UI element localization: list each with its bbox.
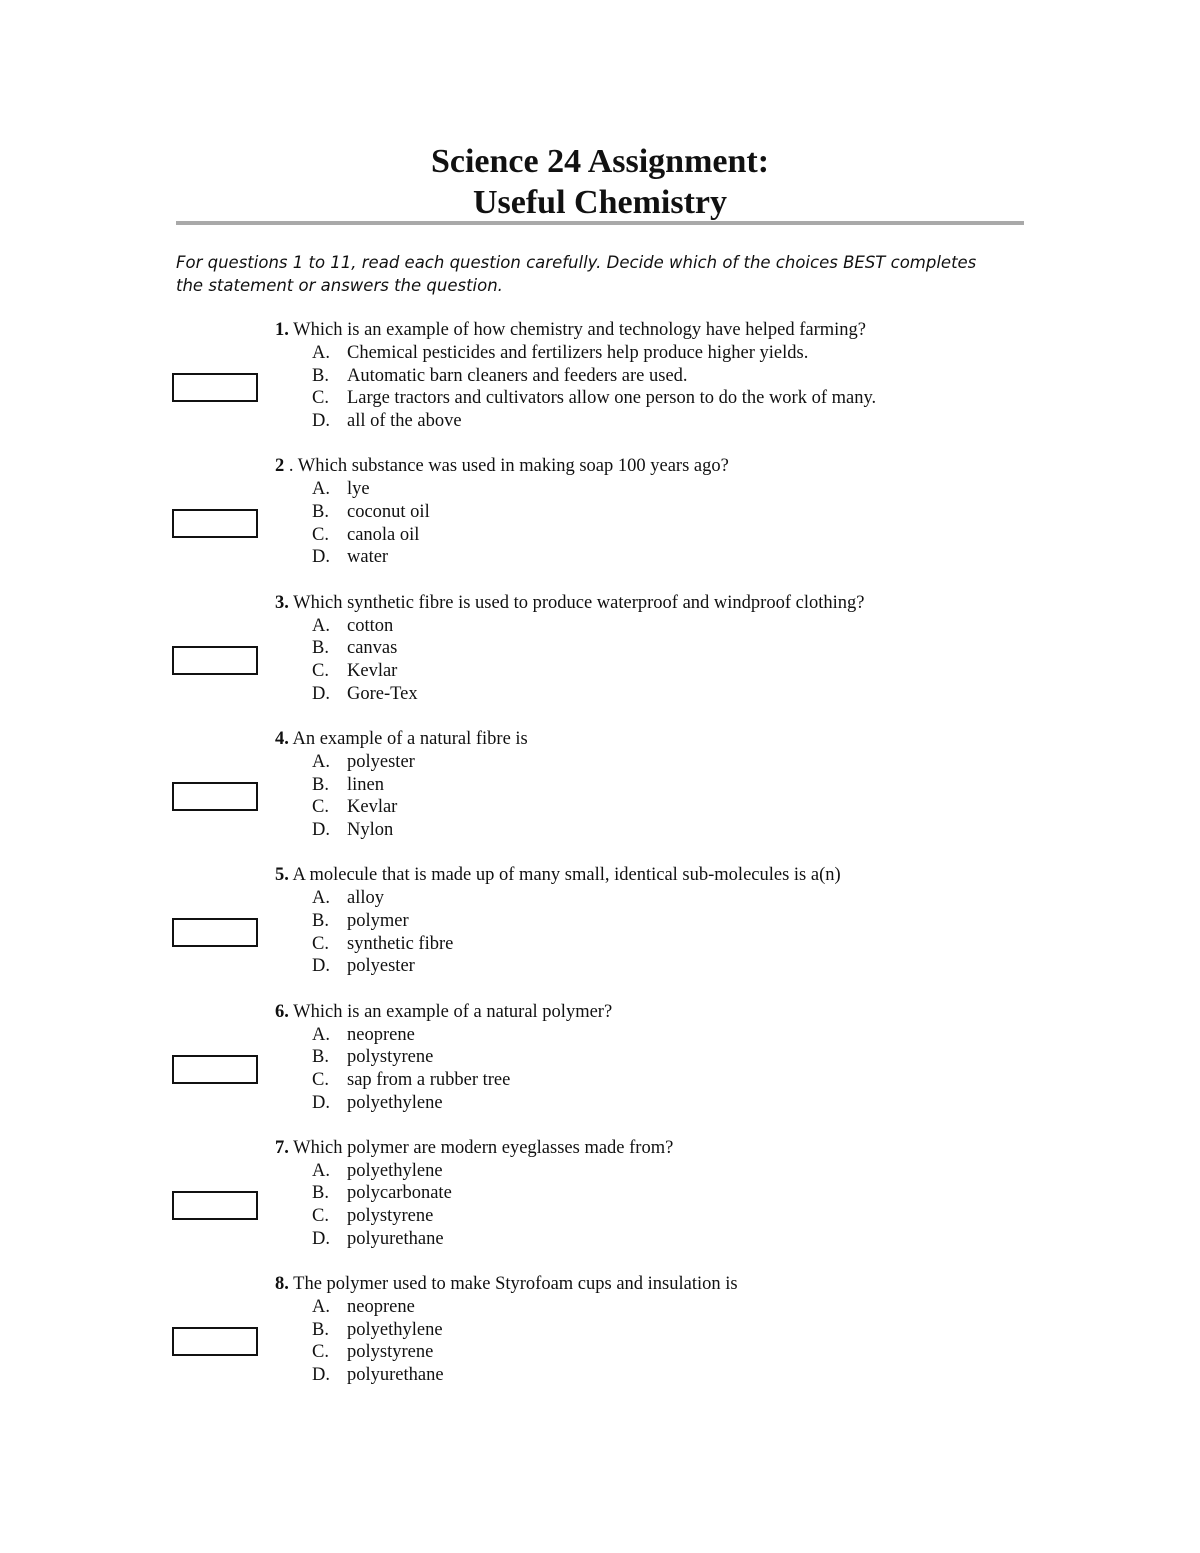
choice-item xyxy=(275,910,1035,933)
choice-item xyxy=(275,478,1035,501)
choice-text: polystyrene xyxy=(347,1206,434,1227)
answer-box[interactable] xyxy=(172,918,258,947)
choice-item xyxy=(275,1364,1035,1387)
choice-letter: B. xyxy=(312,774,329,795)
choice-text: Kevlar xyxy=(347,660,398,681)
choice-letter: D. xyxy=(312,1228,330,1249)
choice-item xyxy=(275,1024,1035,1047)
choice-text: polystyrene xyxy=(347,1342,434,1363)
choice-text: cotton xyxy=(347,615,394,636)
choice-item xyxy=(275,501,1035,524)
choice-text: lye xyxy=(347,479,370,500)
choice-item xyxy=(275,410,1035,433)
choice-item xyxy=(275,1160,1035,1183)
choice-text: all of the above xyxy=(347,411,462,432)
choice-letter: C. xyxy=(312,388,329,409)
choice-item xyxy=(275,615,1035,638)
choice-item xyxy=(275,1069,1035,1092)
choice-letter: A. xyxy=(312,479,330,500)
choice-item xyxy=(275,1296,1035,1319)
choice-item xyxy=(275,819,1035,842)
question-stem xyxy=(275,864,1035,887)
choice-text: polyester xyxy=(347,956,415,977)
choice-text: water xyxy=(347,547,389,568)
question-stem xyxy=(275,1001,1035,1024)
question-6 xyxy=(275,1001,1035,1115)
choice-text: polystyrene xyxy=(347,1047,434,1068)
choice-item xyxy=(275,751,1035,774)
choice-text: polycarbonate xyxy=(347,1183,452,1204)
choice-text: Automatic barn cleaners and feeders are used. xyxy=(347,365,688,386)
choice-item xyxy=(275,1205,1035,1228)
choice-letter: C. xyxy=(312,1069,329,1090)
choice-letter: C. xyxy=(312,1342,329,1363)
choice-letter: C. xyxy=(312,933,329,954)
question-text: Which synthetic fibre is used to produce waterproof and windproof clothing? xyxy=(293,592,865,613)
choice-letter: D. xyxy=(312,547,330,568)
question-text: Which polymer are modern eyeglasses made from? xyxy=(293,1137,674,1158)
question-text: The polymer used to make Styrofoam cups and insulation is xyxy=(293,1274,738,1295)
choice-text: Large tractors and cultivators allow one person to do the work of many. xyxy=(347,388,877,409)
answer-box[interactable] xyxy=(172,509,258,538)
question-number: 1. xyxy=(275,320,289,340)
choice-item xyxy=(275,1341,1035,1364)
question-number: 6. xyxy=(275,1001,289,1022)
question-stem xyxy=(275,1273,1035,1296)
choice-text: canvas xyxy=(347,638,398,659)
question-text: Which is an example of how chemistry and technology have helped farming? xyxy=(293,320,866,340)
choice-text: alloy xyxy=(347,888,384,909)
question-1 xyxy=(275,319,1035,433)
question-stem xyxy=(275,455,1035,478)
choice-letter: A. xyxy=(312,1160,330,1181)
choice-text: polyethylene xyxy=(347,1319,443,1340)
answer-box[interactable] xyxy=(172,646,258,675)
choice-text: canola oil xyxy=(347,524,420,545)
choice-letter: B. xyxy=(312,638,329,659)
question-8 xyxy=(275,1273,1035,1387)
question-3 xyxy=(275,592,1035,706)
choice-item xyxy=(275,546,1035,569)
choice-text: Gore-Tex xyxy=(347,683,418,704)
question-text: Which is an example of a natural polymer? xyxy=(293,1001,613,1022)
choice-item xyxy=(275,774,1035,797)
choice-letter: A. xyxy=(312,343,330,363)
choice-text: polyurethane xyxy=(347,1365,444,1386)
choice-letter: C. xyxy=(312,524,329,545)
choice-item xyxy=(275,683,1035,706)
question-number: 3. xyxy=(275,592,289,613)
choice-letter: A. xyxy=(312,615,330,636)
question-text: . Which substance was used in making soap 100 years ago? xyxy=(288,456,729,477)
choice-item xyxy=(275,660,1035,683)
choice-text: linen xyxy=(347,774,384,795)
choice-item xyxy=(275,887,1035,910)
question-text: A molecule that is made up of many small, identical sub-molecules is a(n) xyxy=(292,865,841,886)
choice-text: polyester xyxy=(347,751,415,772)
choice-text: Nylon xyxy=(347,819,394,840)
question-stem xyxy=(275,592,1035,615)
choice-letter: A. xyxy=(312,1297,330,1318)
title-divider xyxy=(176,221,1024,225)
choice-text: polymer xyxy=(347,910,409,931)
choice-text: Kevlar xyxy=(347,797,398,818)
question-stem xyxy=(275,728,1035,751)
answer-box[interactable] xyxy=(172,373,258,402)
choice-letter: A. xyxy=(312,888,330,909)
choice-item xyxy=(275,365,1035,388)
answer-box[interactable] xyxy=(172,1055,258,1084)
choice-item xyxy=(275,1228,1035,1251)
choice-text: neoprene xyxy=(347,1024,415,1045)
question-2 xyxy=(275,455,1035,569)
choice-item xyxy=(275,342,1035,365)
question-stem xyxy=(275,319,1035,342)
question-number: 2 xyxy=(275,456,285,477)
choice-text: neoprene xyxy=(347,1297,415,1318)
question-number: 5. xyxy=(275,865,289,886)
choice-text: synthetic fibre xyxy=(347,933,454,954)
choice-item xyxy=(275,1092,1035,1115)
choice-letter: A. xyxy=(312,1024,330,1045)
choice-letter: D. xyxy=(312,1365,330,1386)
choice-item xyxy=(275,1046,1035,1069)
choice-letter: D. xyxy=(312,1092,330,1113)
choice-item xyxy=(275,524,1035,547)
choice-item xyxy=(275,955,1035,978)
question-stem xyxy=(275,1137,1035,1160)
choice-text: sap from a rubber tree xyxy=(347,1069,511,1090)
choice-letter: B. xyxy=(312,365,329,386)
question-number: 4. xyxy=(275,728,289,749)
choice-letter: B. xyxy=(312,1183,329,1204)
choice-text: Chemical pesticides and fertilizers help produce higher yields. xyxy=(347,343,809,363)
choice-letter: D. xyxy=(312,956,330,977)
choice-letter: D. xyxy=(312,683,330,704)
question-5 xyxy=(275,864,1035,978)
page-title-line-1: Science 24 Assignment: xyxy=(430,143,770,180)
choice-letter: C. xyxy=(312,797,329,818)
choice-item xyxy=(275,1319,1035,1342)
page-title-line-2: Useful Chemistry xyxy=(472,184,728,221)
choice-text: coconut oil xyxy=(347,501,430,522)
answer-box[interactable] xyxy=(172,782,258,811)
choice-letter: A. xyxy=(312,751,330,772)
instructions: For questions 1 to 11, read each question carefully. Decide which of the choices BEST completes the statement or answers the question. xyxy=(176,253,977,295)
choice-item xyxy=(275,1182,1035,1205)
question-text: An example of a natural fibre is xyxy=(292,728,528,749)
choice-item xyxy=(275,796,1035,819)
choice-item xyxy=(275,933,1035,956)
choice-text: polyurethane xyxy=(347,1228,444,1249)
choice-letter: C. xyxy=(312,660,329,681)
choice-text: polyethylene xyxy=(347,1160,443,1181)
question-number: 7. xyxy=(275,1137,289,1158)
choice-text: polyethylene xyxy=(347,1092,443,1113)
question-7 xyxy=(275,1137,1035,1251)
question-4 xyxy=(275,728,1035,842)
choice-letter: C. xyxy=(312,1206,329,1227)
choice-letter: D. xyxy=(312,819,330,840)
answer-box[interactable] xyxy=(172,1327,258,1356)
choice-letter: D. xyxy=(312,411,330,432)
choice-letter: B. xyxy=(312,910,329,931)
choice-letter: B. xyxy=(312,1047,329,1068)
choice-item xyxy=(275,637,1035,660)
choice-item xyxy=(275,387,1035,410)
choice-letter: B. xyxy=(312,501,329,522)
answer-box[interactable] xyxy=(172,1191,258,1220)
choice-letter: B. xyxy=(312,1319,329,1340)
question-number: 8. xyxy=(275,1274,289,1295)
